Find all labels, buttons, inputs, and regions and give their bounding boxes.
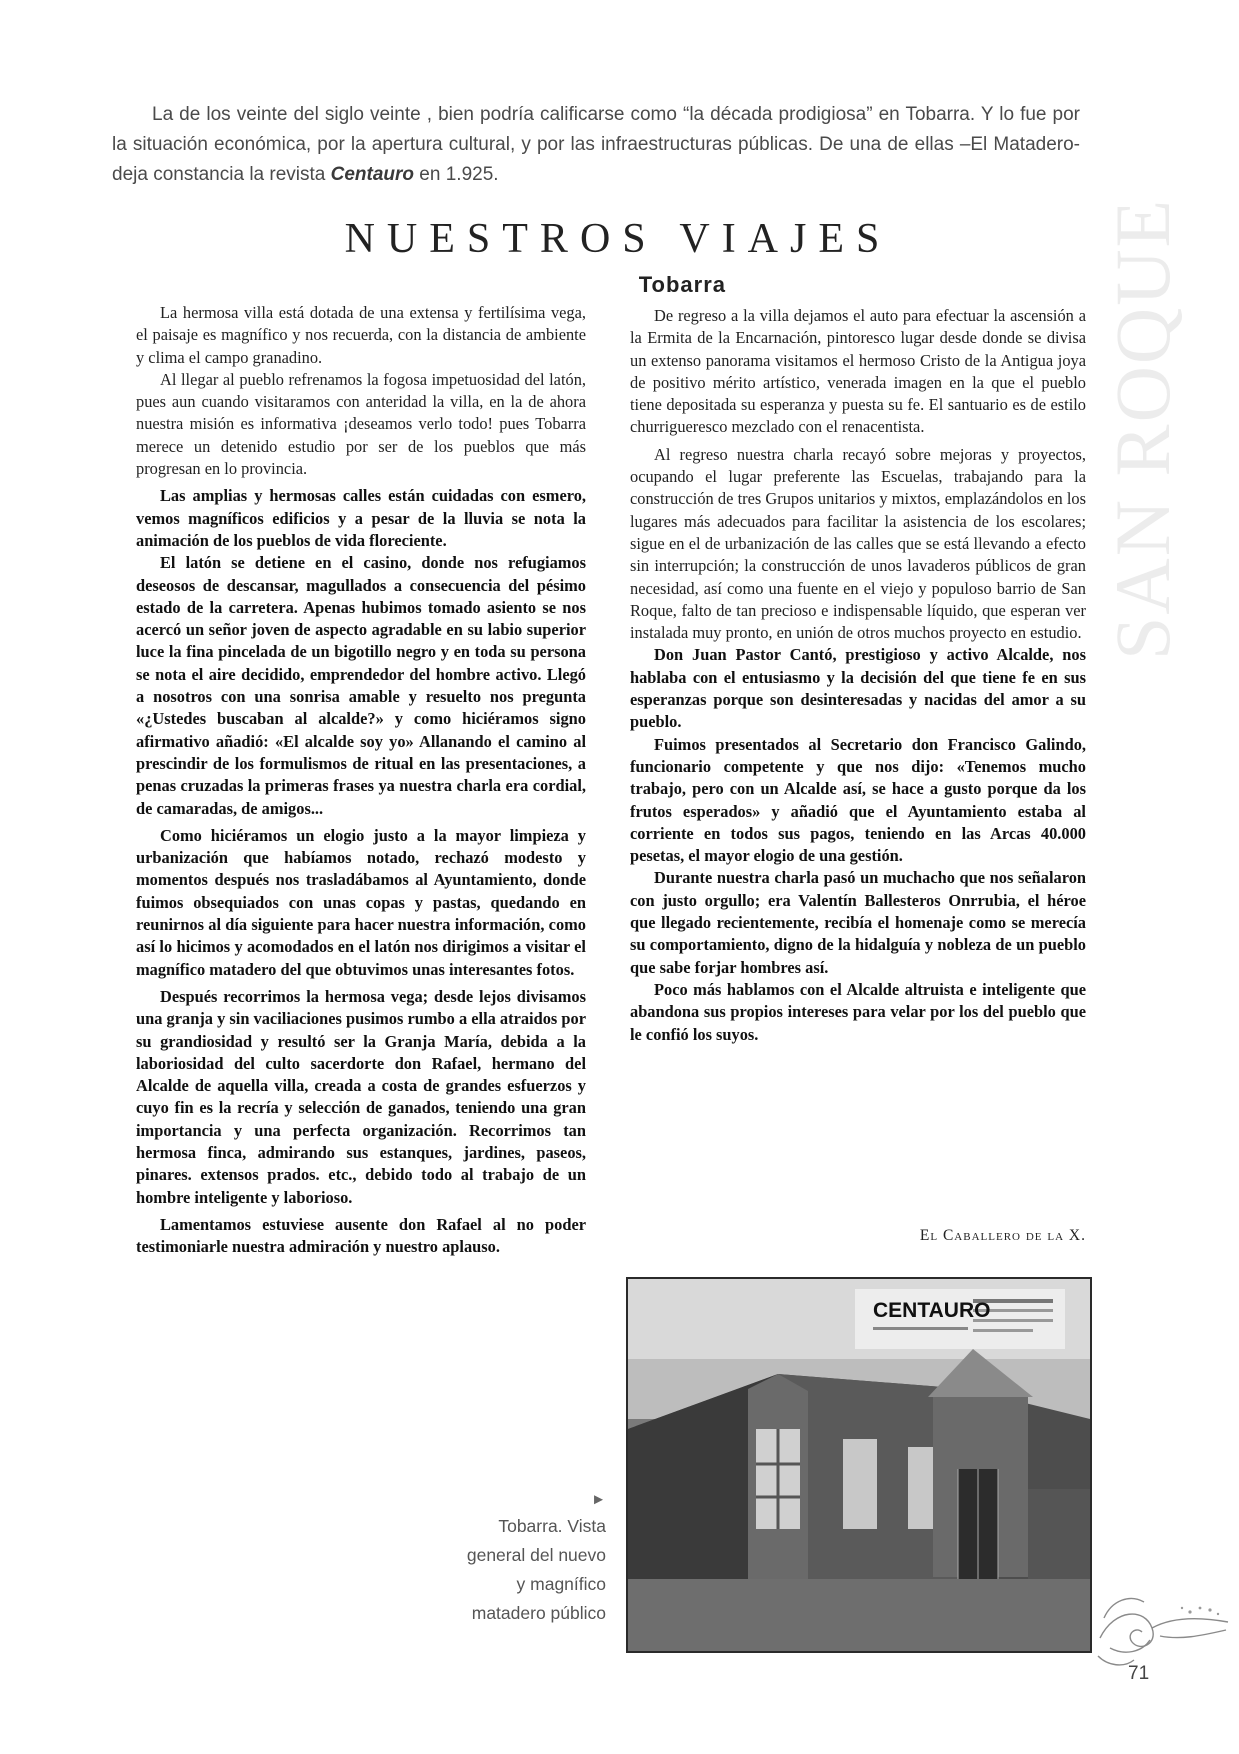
clipping-paragraph: Las amplias y hermosas calles están cuidadas con esmero, vemos magníficos edificios y a pesar de la lluvia se nota la animación de los pueblos de vida floreciente. — [136, 486, 586, 550]
clipping-right-column — [630, 305, 1086, 1046]
intro-text-before: La de los veinte del siglo veinte , bien podría calificarse como “la década prodigiosa” en Tobarra. Y lo fue por la situación económica, por la apertura cultural, y por las infraestructuras públicas. De una de ellas –El Matadero- deja constancia la revista — [112, 104, 1080, 185]
caption-line: matadero público — [471, 1603, 606, 1623]
caption-line: general del nuevo — [466, 1545, 606, 1565]
clipping-left-column — [136, 302, 586, 1258]
photo-caption — [420, 1512, 606, 1628]
magazine-name: Centauro — [330, 164, 415, 185]
clipping-paragraph: Al llegar al pueblo refrenamos la fogosa impetuosidad del latón, pues aun cuando visitaramos con anteridad la villa, en la de ahora nuestra misión es informativa ¡deseamos verlo todo! pues Tobarra merece un detenido estudio por ser de los pueblos que más progresan en lo provincia. — [136, 369, 586, 479]
intro-paragraph — [112, 100, 1080, 190]
clipping-paragraph: Como hiciéramos un elogio justo a la mayor limpieza y urbanización que habíamos notado, rechazó modesto y momentos después nos trasladábamos al Ayuntamiento, donde fuimos obsequiados con unas copas y pastas, quedando en reunirnos al día siguiente para hacer nuestra información, como así lo hicimos y acomodados en el latón nos dirigimos a visitar el magnífico matadero del que obtuvimos unas interesantes fotos. — [136, 825, 586, 979]
clipping-subheadline: Tobarra — [638, 272, 726, 297]
clipping-paragraph: La hermosa villa está dotada de una extensa y fertilísima vega, el paisaje es magnífico y nos recuerda, con la distancia de ambiente y clima el campo granadino. — [136, 303, 586, 367]
caption-line: Tobarra. Vista — [498, 1516, 606, 1536]
page-number: 71 — [1128, 1663, 1150, 1684]
clipping-paragraph: Fuimos presentados al Secretario don Francisco Galindo, funcionario competente y que nos dijo: «Tenemos mucho trabajo, pero con un Alcalde así, se hace a gusto porque da los frutos esperados» y añadió que el Ayuntamiento estaba al corriente en todos sus pagos, teniendo en las Arcas 40.000 pesetas, el mayor elogio de una gestión. — [630, 734, 1086, 866]
intro-text-after: en 1.925. — [414, 164, 499, 185]
slaughterhouse-photo-drawing — [628, 1279, 1090, 1651]
caption-line: y magnífico — [516, 1574, 606, 1594]
magazine-masthead: CENTAURO — [873, 1299, 991, 1322]
clipping-paragraph: De regreso a la villa dejamos el auto para efectuar la ascensión a la Ermita de la Encarnación, pintoresco lugar desde donde se divisa un extenso panorama visitamos el hermoso Cristo de la Antigua joya de positivo mérito artístico, venerada imagen en la que el pueblo tiene depositada su esperanza y puesta su fe. El santuario es de estilo churrigueresco mezclado con el renacentista. — [630, 306, 1086, 437]
clipping-paragraph: Durante nuestra charla pasó un muchacho que nos señalaron con justo orgullo; era Valentín Ballesteros Onrrubia, el héroe que llegado recientemente, recibía el homenaje como se merecía su comportamiento, digno de la hidalguía y nobleza de un pueblo que sabe forjar hombres así. — [630, 868, 1086, 977]
slaughterhouse-photo — [626, 1277, 1092, 1653]
section-side-title: SAN ROQUE — [1099, 197, 1186, 660]
intro-text — [112, 100, 1080, 190]
clipping-paragraph: Al regreso nuestra charla recayó sobre mejoras y proyectos, ocupando el lugar preferente las Escuelas, trabajando para la construcción de tres Grupos unitarios y mixtos, emplazándolos en los lugares más adecuados para facilitar la asistencia de los escolares; sigue en el de urbanización de las calles que se está llevando a efecto sin interrupción; la construcción de unos lavaderos públicos de gran necesidad, así como una fuente en el viejo y populoso barrio de San Roque, falto de tan precioso e indispensable líquido, que esperan ver instalada muy pronto, en unión de otros muchos proyecto en estudio. — [630, 444, 1086, 643]
clipping-paragraph: Poco más hablamos con el Alcalde altruista e inteligente que abandona sus propios intereses para velar por los del pueblo que le confió los suyos. — [630, 979, 1086, 1044]
clipping-paragraph: Don Juan Pastor Cantó, prestigioso y activo Alcalde, nos hablaba con el entusiasmo y la decisión del que tiene fe en sus esperanzas porque son desinteresadas y nacidas del amor a su pueblo. — [630, 645, 1086, 732]
clipping-paragraph: El latón se detiene en el casino, donde nos refugiamos deseosos de descansar, magullados a consecuencia del pésimo estado de la carretera. Apenas hubimos tomado asiento se nos acercó un señor joven de aspecto agradable en su labio superior luce la fina pincelada de un bigotillo negro y en toda su persona se nota el aire decidido, emprendedor del hombre activo. Llegó a nosotros con una sonrisa amable y resuelto nos pregunta «¿Ustedes buscaban al alcalde?» y como hiciéramos signo afirmativo añadió: «El alcalde soy yo» Allanando el camino al prescindir de los formulismos de ritual en las presentaciones, a penas cruzadas la primeras frases ya nuestra charla era cordial, de camaradas, de amigos... — [136, 553, 586, 818]
flourish-ornament-icon — [1090, 1578, 1232, 1674]
clipping-paragraph: Lamentamos estuviese ausente don Rafael al no poder testimoniarle nuestra admiración y nuestro aplauso. — [136, 1214, 586, 1257]
clipping-signature: El Caballero de la X. — [919, 1227, 1086, 1244]
caption-arrow-icon: ► — [591, 1491, 606, 1508]
clipping-headline: NUESTROS VIAJES — [344, 216, 892, 262]
clipping-paragraph: Después recorrimos la hermosa vega; desde lejos divisamos una granja y sin vaciliaciones pusimos rumbo a ella atraidos por su grandiosidad y resultó ser la Granja María, debida a la laboriosidad del culto sacerdorte don Rafael, hermano del Alcalde de aquella villa, creada a costa de grandes esfuerzos y cuyo fin es la recría y selección de ganados, teniendo una gran importancia y una perfecta organización. Recorrimos tan hermosa finca, admirando sus estanques, jardines, paseos, pinares. extensos prados. etc., debido todo al trabajo de un hombre inteligente y laborioso. — [136, 986, 586, 1207]
